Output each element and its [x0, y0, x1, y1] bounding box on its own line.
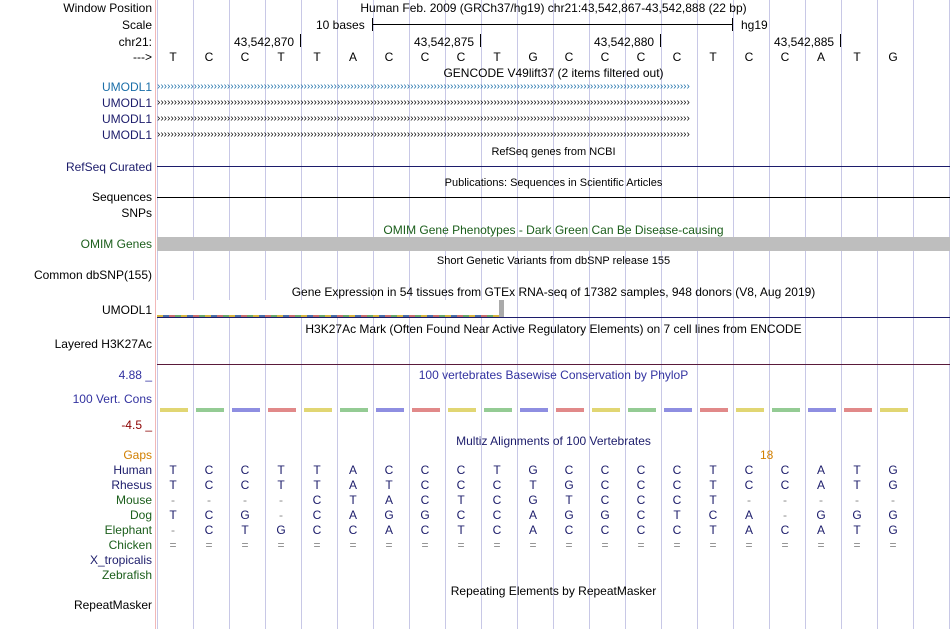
label-margin-divider [155, 0, 156, 629]
ruler-position-1: 43,542,870 [234, 35, 295, 49]
alignment-base: C [312, 493, 322, 507]
alignment-base: G [600, 508, 610, 522]
alignment-base: T [169, 478, 177, 492]
alignment-base: - [279, 493, 283, 507]
conservation-logo-glyph [700, 408, 728, 412]
conservation-logo-glyph [304, 408, 332, 412]
base-letter: G [888, 50, 898, 64]
alignment-base: T [493, 463, 501, 477]
ruler-tick-1 [300, 34, 301, 47]
alignment-base: C [744, 478, 754, 492]
base-letter: C [636, 50, 646, 64]
alignment-base: T [169, 508, 177, 522]
gtex-panel[interactable] [157, 300, 499, 317]
alignment-base: A [528, 523, 537, 537]
conservation-logo-glyph [556, 408, 584, 412]
species-label[interactable]: Elephant [104, 523, 152, 537]
alignment-base: = [853, 538, 861, 552]
alignment-base: G [420, 508, 430, 522]
ruler-tick-4 [840, 34, 841, 47]
conservation-track-title[interactable]: 100 vertebrates Basewise Conservation by PhyloP [418, 368, 689, 382]
gtex-baseline [157, 317, 950, 318]
gencode-item-label[interactable]: UMODL1 [101, 128, 152, 142]
alignment-base: A [744, 508, 753, 522]
ruler-position-2: 43,542,875 [414, 35, 475, 49]
conservation-logo-glyph [772, 408, 800, 412]
h3k27ac-signal-baseline[interactable] [157, 364, 950, 365]
alignment-base: C [420, 463, 430, 477]
alignment-base: T [673, 508, 681, 522]
alignment-base: G [888, 463, 898, 477]
alignment-base: = [601, 538, 609, 552]
publications-track-title[interactable]: Publications: Sequences in Scientific Articles [444, 177, 663, 189]
publications-line[interactable] [157, 197, 950, 198]
gtex-track-label[interactable]: UMODL1 [101, 303, 152, 317]
alignment-base: = [385, 538, 393, 552]
alignment-base: T [457, 523, 465, 537]
alignment-base: G [276, 523, 286, 537]
alignment-base: C [744, 463, 754, 477]
scale-bar-text: 10 bases [316, 18, 365, 32]
conservation-logo-glyph [412, 408, 440, 412]
alignment-base: - [783, 493, 787, 507]
base-letter: G [528, 50, 538, 64]
alignment-base: A [348, 478, 357, 492]
conservation-logo-glyph [448, 408, 476, 412]
alignment-base: C [312, 508, 322, 522]
alignment-base: G [564, 508, 574, 522]
conservation-track-label[interactable]: 100 Vert. Cons [72, 392, 152, 406]
conservation-logo-glyph [196, 408, 224, 412]
alignment-base: - [819, 493, 823, 507]
alignment-base: - [171, 523, 175, 537]
conservation-logo-glyph [340, 408, 368, 412]
dbsnp-track-label[interactable]: Common dbSNP(155) [33, 268, 152, 282]
conservation-logo-glyph [664, 408, 692, 412]
species-label[interactable]: Dog [129, 508, 152, 522]
base-letter: C [780, 50, 790, 64]
alignment-base: C [600, 478, 610, 492]
base-letter: T [493, 50, 501, 64]
alignment-base: - [891, 493, 895, 507]
h3k27ac-track-label[interactable]: Layered H3K27Ac [54, 337, 152, 351]
species-label[interactable]: Human [113, 463, 152, 477]
alignment-base: A [348, 463, 357, 477]
conservation-logo-glyph [520, 408, 548, 412]
grid-line [769, 0, 770, 629]
alignment-base: = [889, 538, 897, 552]
species-label[interactable]: Rhesus [111, 478, 152, 492]
base-letter: C [384, 50, 394, 64]
base-letter: C [204, 50, 214, 64]
alignment-base: T [277, 463, 285, 477]
alignment-base: C [672, 478, 682, 492]
alignment-base: = [781, 538, 789, 552]
grid-line [733, 0, 734, 629]
conservation-logo-glyph [268, 408, 296, 412]
base-letter: C [672, 50, 682, 64]
alignment-base: T [457, 493, 465, 507]
alignment-base: T [385, 478, 393, 492]
alignment-base: G [384, 508, 394, 522]
alignment-base: C [636, 478, 646, 492]
alignment-base: = [421, 538, 429, 552]
alignment-base: C [672, 463, 682, 477]
alignment-base: G [816, 508, 826, 522]
alignment-base: C [204, 463, 214, 477]
alignment-base: = [565, 538, 573, 552]
conservation-logo-glyph [484, 408, 512, 412]
alignment-base: G [888, 523, 898, 537]
publications-track-label[interactable]: Sequences [91, 190, 152, 204]
ruler-tick-2 [480, 34, 481, 47]
alignment-base: T [349, 493, 357, 507]
alignment-base: T [529, 478, 537, 492]
grid-line [553, 0, 554, 629]
alignment-base: T [709, 493, 717, 507]
grid-line [589, 0, 590, 629]
alignment-base: C [672, 493, 682, 507]
gencode-transcript-arrows[interactable]: ›››››››››››››››››››››››››››››››››››››››››››››››››››››››››››››››››››››››››››››››››››››››››››››››››››››››››››››››››››››››››››››››››››››››››››››››››››››››››››››››› [157, 100, 690, 106]
alignment-base: = [169, 538, 177, 552]
alignment-base: T [853, 463, 861, 477]
scale-label: Scale [121, 18, 152, 32]
alignment-base: C [636, 523, 646, 537]
alignment-base: C [492, 508, 502, 522]
multiz-gap-count: 18 [760, 448, 774, 462]
conservation-logo-glyph [160, 408, 188, 412]
alignment-base: C [204, 508, 214, 522]
base-letter: T [169, 50, 177, 64]
grid-line [877, 0, 878, 629]
alignment-base: G [888, 478, 898, 492]
alignment-base: C [708, 508, 718, 522]
gencode-item-label[interactable]: UMODL1 [101, 80, 152, 94]
alignment-base: - [783, 508, 787, 522]
chrom-label: chr21: [118, 35, 152, 49]
gencode-item-label[interactable]: UMODL1 [101, 112, 152, 126]
gencode-transcript-arrows[interactable]: ›››››››››››››››››››››››››››››››››››››››››››››››››››››››››››››››››››››››››››››››››››››››››››››››››››››››››››››››››››››››››››››››››››››››››››››››››››››››››››››››› [157, 132, 690, 138]
alignment-base: - [279, 508, 283, 522]
alignment-base: = [493, 538, 501, 552]
alignment-base: A [384, 493, 393, 507]
conservation-logo-glyph [232, 408, 260, 412]
base-letter: T [709, 50, 717, 64]
alignment-base: C [492, 523, 502, 537]
conservation-logo-glyph [844, 408, 872, 412]
repeatmasker-track-title[interactable]: Repeating Elements by RepeatMasker [450, 584, 657, 598]
repeatmasker-track-label[interactable]: RepeatMasker [73, 598, 152, 612]
omim-track-title[interactable]: OMIM Gene Phenotypes - Dark Green Can Be Disease-causing [383, 223, 724, 237]
grid-line [805, 0, 806, 629]
dbsnp-track-title[interactable]: Short Genetic Variants from dbSNP release 155 [436, 255, 671, 267]
conservation-logo-glyph [376, 408, 404, 412]
base-letter: C [600, 50, 610, 64]
conservation-logo-glyph [808, 408, 836, 412]
alignment-base: C [600, 493, 610, 507]
alignment-base: - [207, 493, 211, 507]
refseq-gene-line[interactable] [157, 166, 950, 167]
alignment-base: T [709, 463, 717, 477]
alignment-base: T [169, 463, 177, 477]
alignment-base: T [277, 478, 285, 492]
window-position-label: Window Position [63, 1, 152, 15]
alignment-base: C [780, 523, 790, 537]
base-letter: C [420, 50, 430, 64]
alignment-base: G [564, 478, 574, 492]
alignment-base: C [600, 463, 610, 477]
alignment-base: A [384, 523, 393, 537]
alignment-base: C [600, 523, 610, 537]
ruler-tick-3 [660, 34, 661, 47]
gencode-item-label[interactable]: UMODL1 [101, 96, 152, 110]
grid-line [517, 0, 518, 629]
conservation-min-label: -4.5 _ [121, 418, 152, 432]
alignment-base: C [384, 463, 394, 477]
alignment-base: A [744, 523, 753, 537]
omim-phenotype-bar[interactable] [157, 237, 950, 251]
base-letter: T [853, 50, 861, 64]
alignment-base: G [888, 508, 898, 522]
base-letter: C [744, 50, 754, 64]
conservation-logo-glyph [592, 408, 620, 412]
refseq-track-title[interactable]: RefSeq genes from NCBI [491, 146, 616, 158]
multiz-track-title[interactable]: Multiz Alignments of 100 Vertebrates [456, 434, 651, 448]
multiz-gaps-label: Gaps [123, 448, 152, 462]
base-letter: A [816, 50, 825, 64]
alignment-base: C [420, 523, 430, 537]
alignment-base: T [853, 478, 861, 492]
alignment-base: C [564, 523, 574, 537]
alignment-base: = [673, 538, 681, 552]
alignment-base: A [816, 523, 825, 537]
alignment-base: C [672, 523, 682, 537]
ruler-position-4: 43,542,885 [774, 35, 835, 49]
alignment-base: C [636, 493, 646, 507]
alignment-base: A [528, 508, 537, 522]
alignment-base: = [637, 538, 645, 552]
conservation-logo-glyph [736, 408, 764, 412]
alignment-base: = [277, 538, 285, 552]
alignment-base: C [204, 478, 214, 492]
base-letter: A [348, 50, 357, 64]
alignment-base: = [241, 538, 249, 552]
alignment-base: = [529, 538, 537, 552]
gencode-transcript-arrows[interactable]: ›››››››››››››››››››››››››››››››››››››››››››››››››››››››››››››››››››››››››››››››››››››››››››››››››››››››››››››››››››››››››››››››››››››››››››››››››››››››››››››››› [157, 116, 690, 122]
refseq-track-label[interactable]: RefSeq Curated [65, 160, 152, 174]
alignment-base: C [420, 478, 430, 492]
alignment-base: = [457, 538, 465, 552]
h3k27ac-track-title[interactable]: H3K27Ac Mark (Often Found Near Active Regulatory Elements) on 7 cell lines from ENCODE [305, 322, 802, 336]
base-letter: C [564, 50, 574, 64]
alignment-base: T [709, 478, 717, 492]
gencode-transcript-arrows[interactable]: ›››››››››››››››››››››››››››››››››››››››››››››››››››››››››››››››››››››››››››››››››››››››››››››››››››››››››››››››››››››››››››››››››››››››››››››››››››››››››››››››› [157, 84, 690, 90]
scale-bar-left-end [372, 18, 373, 31]
scale-bar [372, 24, 732, 25]
alignment-base: C [636, 508, 646, 522]
alignment-base: = [745, 538, 753, 552]
base-letter: C [240, 50, 250, 64]
alignment-base: C [780, 463, 790, 477]
alignment-base: G [852, 508, 862, 522]
alignment-base: C [780, 478, 790, 492]
alignment-base: C [636, 463, 646, 477]
strand-arrow-label: ---> [133, 50, 152, 64]
alignment-base: T [709, 523, 717, 537]
alignment-base: = [349, 538, 357, 552]
alignment-base: C [492, 493, 502, 507]
alignment-base: C [240, 463, 250, 477]
gencode-track-title[interactable]: GENCODE V49lift37 (2 items filtered out) [443, 66, 664, 80]
alignment-base: = [205, 538, 213, 552]
omim-track-label[interactable]: OMIM Genes [80, 237, 152, 251]
conservation-logo-glyph [880, 408, 908, 412]
grid-line [661, 0, 662, 629]
grid-line [841, 0, 842, 629]
base-letter: T [313, 50, 321, 64]
alignment-base: - [747, 493, 751, 507]
scale-assembly: hg19 [741, 18, 768, 32]
alignment-base: C [456, 508, 466, 522]
scale-bar-right-end [732, 18, 733, 31]
base-letter: C [456, 50, 466, 64]
alignment-base: - [855, 493, 859, 507]
grid-line [913, 0, 914, 629]
alignment-base: T [313, 463, 321, 477]
alignment-base: C [420, 493, 430, 507]
alignment-base: C [204, 523, 214, 537]
alignment-base: T [853, 523, 861, 537]
alignment-base: G [240, 508, 250, 522]
alignment-base: A [816, 463, 825, 477]
species-label[interactable]: X_tropicalis [89, 553, 152, 567]
alignment-base: = [313, 538, 321, 552]
alignment-base: C [456, 463, 466, 477]
gtex-track-title[interactable]: Gene Expression in 54 tissues from GTEx RNA-seq of 17382 samples, 948 donors (V8, Aug 2019) [291, 285, 816, 299]
alignment-base: T [313, 478, 321, 492]
conservation-logo-glyph [628, 408, 656, 412]
alignment-base: G [528, 493, 538, 507]
alignment-base: G [528, 463, 538, 477]
alignment-base: A [348, 508, 357, 522]
alignment-base: C [348, 523, 358, 537]
alignment-base: T [241, 523, 249, 537]
snps-track-label[interactable]: SNPs [121, 206, 152, 220]
conservation-max-label: 4.88 _ [118, 368, 152, 382]
alignment-base: = [709, 538, 717, 552]
alignment-base: C [240, 478, 250, 492]
alignment-base: C [312, 523, 322, 537]
ruler-position-3: 43,542,880 [594, 35, 655, 49]
species-label[interactable]: Zebrafish [101, 568, 152, 582]
alignment-base: - [171, 493, 175, 507]
alignment-base: = [817, 538, 825, 552]
alignment-base: C [492, 478, 502, 492]
alignment-base: C [456, 478, 466, 492]
gtex-gene-bar[interactable] [499, 300, 504, 317]
grid-line [697, 0, 698, 629]
grid-line [625, 0, 626, 629]
alignment-base: C [564, 463, 574, 477]
species-label[interactable]: Mouse [115, 493, 152, 507]
window-position-value: Human Feb. 2009 (GRCh37/hg19) chr21:43,542,867-43,542,888 (22 bp) [360, 1, 747, 15]
alignment-base: A [816, 478, 825, 492]
base-letter: T [277, 50, 285, 64]
species-label[interactable]: Chicken [108, 538, 152, 552]
alignment-base: - [243, 493, 247, 507]
alignment-base: T [565, 493, 573, 507]
